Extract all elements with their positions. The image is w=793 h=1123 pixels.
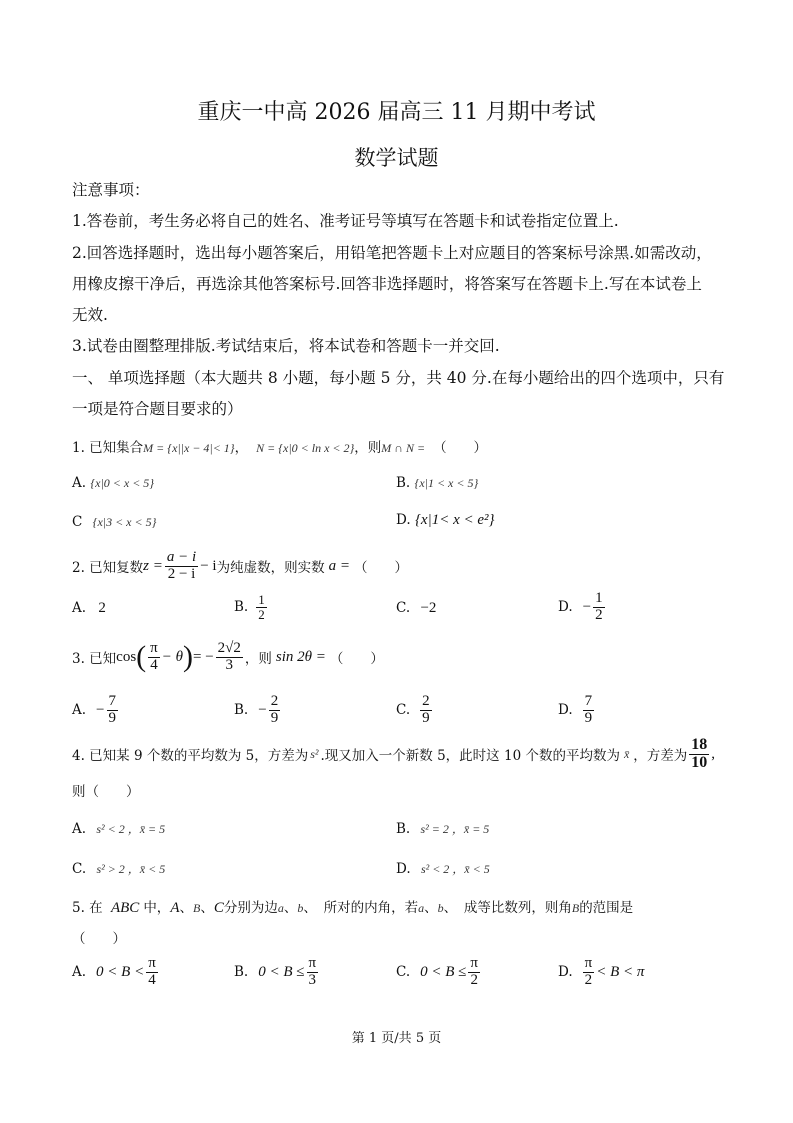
question-5: 5. 在 ABC 中，A、B、C分别为边a、b、 所对的内角，若a、b、 成等比数列，则角B的范围是 — [72, 900, 634, 916]
exam-subtitle: 数学试题 — [354, 146, 439, 170]
q2-option-b: B. $\frac{1}{2}$ — [234, 592, 265, 622]
q4-ask: 则（ ） — [72, 784, 140, 800]
q4-option-c: C. s² > 2 ，x̄ < 5 — [72, 861, 166, 877]
q1-paren: （ ） — [433, 440, 488, 456]
q4-option-b: B. s² = 2 ，x̄ = 5 — [396, 821, 490, 837]
q2-fraction: $\frac{a - i}{2 - i}$ — [166, 549, 197, 582]
page-footer: 第 1 页/共 5 页 — [351, 1031, 442, 1046]
notice-item-2-end: 无效. — [72, 306, 108, 324]
notice-heading: 注意事项： — [72, 181, 150, 199]
notice-item-3: 3.试卷由圈整理排版.考试结束后，将本试卷和答题卡一并交回. — [72, 337, 500, 355]
q1-expr: M ∩ N = — [381, 441, 426, 455]
q1-option-a: A. {x|0 < x < 5} — [72, 475, 155, 491]
q3-option-d: D. $\frac{7}{9}$ — [558, 693, 593, 726]
q1-set-m: M = {x||x − 4|< 1} — [143, 441, 235, 455]
q5-option-a: A. 0 < B < $\frac{\pi}{4}$ — [72, 955, 156, 988]
q1-set-n: N = {x|0 < ln x < 2} — [256, 441, 355, 455]
question-4: 4. 已知某 9 个数的平均数为 5，方差为 s² .现又加入一个新数 5，此时这 10 个数的平均数为 x̄ ，方差为 $\frac{18}{10}$ , — [72, 736, 716, 771]
q1-stem: 1. 已知集合 — [72, 440, 144, 456]
q1-option-b: B. {x|1 < x < 5} — [396, 475, 479, 491]
q5-option-b: B. 0 < B ≤ $\frac{\pi}{3}$ — [234, 955, 317, 988]
q2-paren: （ ） — [353, 560, 408, 577]
notice-item-2: 2.回答选择题时，选出每小题答案后，用铅笔把答题卡上对应题目的答案标号涂黑.如需改动， — [72, 244, 712, 262]
q1-option-d: D. {x|1< x < e²} — [396, 512, 495, 528]
question-3: 3. 已知 cos ( $\frac{\pi}{4}$ − θ ) = − $\frac{2√2}{3}$ ，则 sin 2θ = （ ） — [72, 640, 384, 674]
q2-stem: 2. 已知复数 — [72, 560, 144, 577]
q2-option-a: A. 2 — [72, 600, 106, 616]
q5-option-d: D. $\frac{\pi}{2}$ < B < π — [558, 955, 645, 988]
section-heading-cont: 一项是符合题目要求的） — [72, 400, 243, 418]
q2-option-c: C. −2 — [396, 600, 437, 616]
q3-option-c: C. $\frac{2}{9}$ — [396, 693, 430, 726]
q1-ask: ，则 — [354, 440, 382, 456]
notice-item-1: 1.答卷前，考生务必将自己的姓名、准考证号等填写在答题卡和试卷指定位置上. — [72, 212, 619, 230]
q2-z: z = — [143, 557, 163, 574]
q4-option-a: A. s² < 2 ，x̄ = 5 — [72, 821, 166, 837]
section-heading: 一、 单项选择题（本大题共 8 小题，每小题 5 分，共 40 分.在每小题给出的四个选项中，只有 — [72, 369, 725, 387]
q1-option-c: C {x|3 < x < 5} — [72, 514, 157, 530]
question-2 — [72, 550, 408, 583]
notice-item-2-cont: 用橡皮擦干净后，再选涂其他答案标号.回答非选择题时，将答案写在答题卡上.写在本试卷上 — [72, 275, 702, 293]
q2-a: a = — [328, 557, 350, 574]
q4-option-d: D. s² < 2 ，x̄ < 5 — [396, 861, 490, 877]
q2-text: 为纯虚数，则实数 — [216, 560, 325, 577]
q3-option-a: A. − $\frac{7}{9}$ — [72, 693, 117, 726]
q5-paren: （ ） — [72, 931, 126, 947]
exam-title: 重庆一中高 2026 届高三 11 月期中考试 — [197, 100, 596, 125]
question-1: 1. 已知集合M = {x||x − 4|< 1}， N = {x|0 < ln x < 2}，则M ∩ N = （ ） — [72, 440, 488, 456]
q5-option-c: C. 0 < B ≤ $\frac{\pi}{2}$ — [396, 955, 478, 988]
q2-option-d: D. − $\frac{1}{2}$ — [558, 590, 603, 623]
q3-option-b: B. − $\frac{2}{9}$ — [234, 693, 279, 726]
q2-tail: − i — [200, 557, 217, 574]
